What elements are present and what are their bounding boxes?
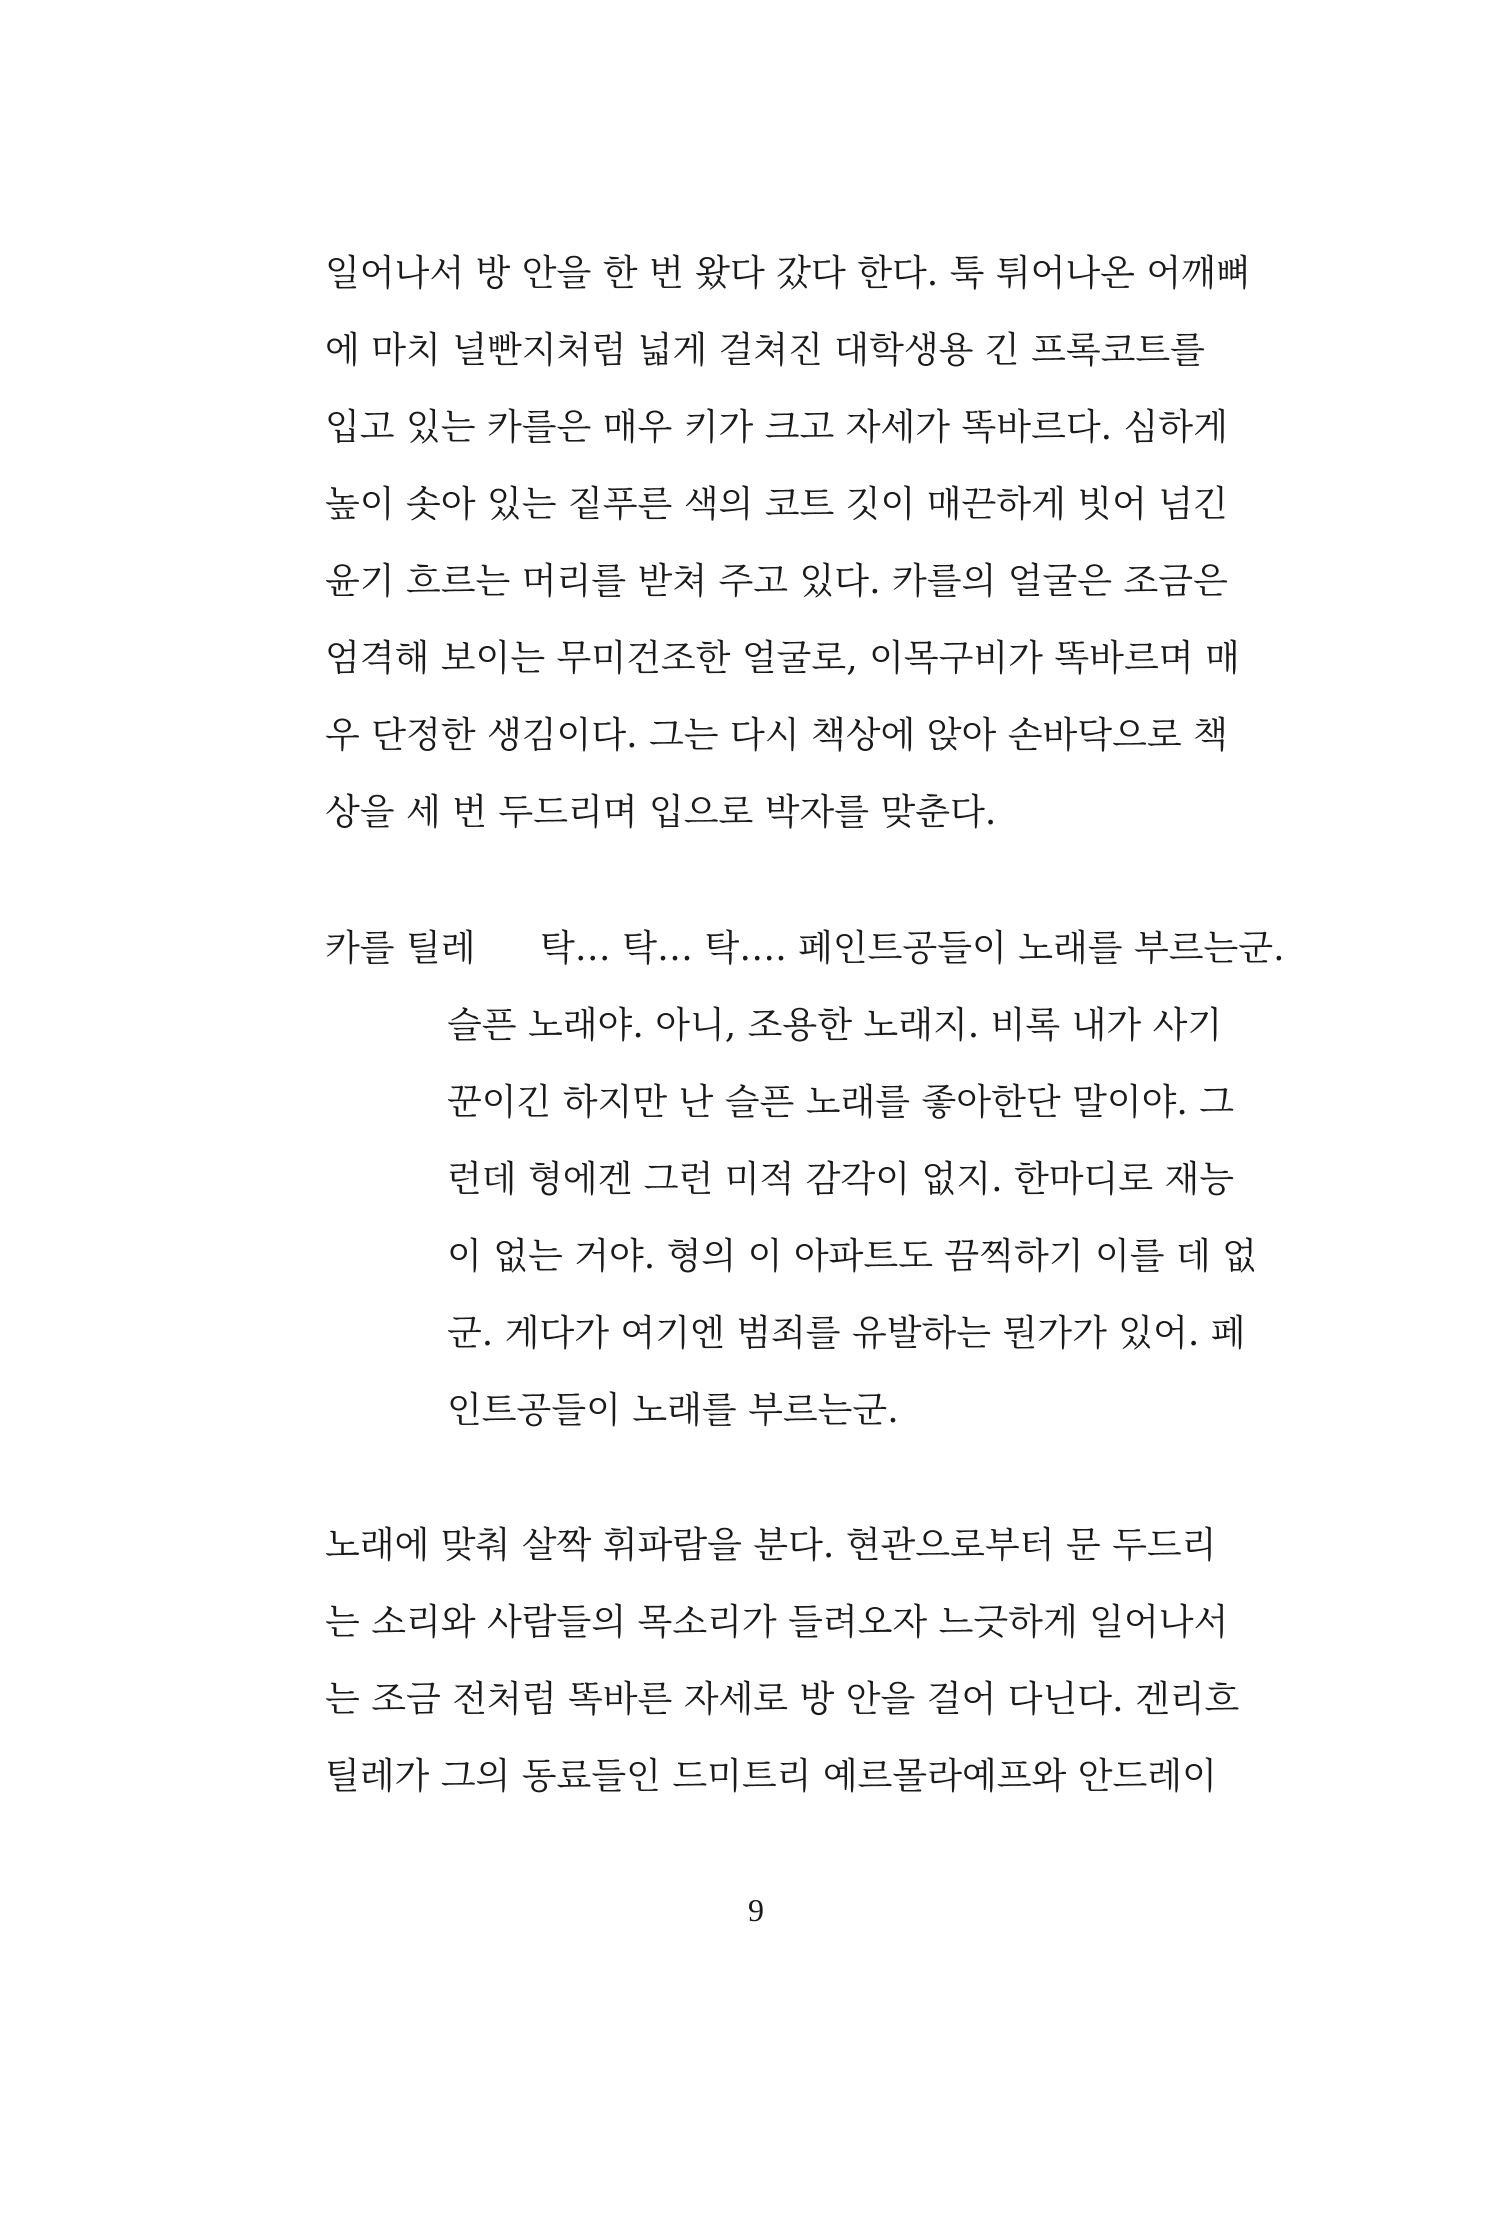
text-line: 엄격해 보이는 무미건조한 얼굴로, 이목구비가 똑바르며 매	[325, 638, 1240, 679]
dialogue-line: 런데 형에겐 그런 미적 감각이 없지. 한마디로 재능	[447, 1159, 1235, 1200]
dialogue-line: 인트공들이 노래를 부르는군.	[447, 1390, 899, 1431]
text-line: 틸레가 그의 동료들인 드미트리 예르몰라예프와 안드레이	[325, 1756, 1217, 1797]
speaker-name: 카를 틸레	[325, 928, 476, 969]
dialogue-line: 꾼이긴 하지만 난 슬픈 노래를 좋아한단 말이야. 그	[447, 1082, 1235, 1123]
text-line: 상을 세 번 두드리며 입으로 박자를 맞춘다.	[325, 792, 997, 833]
text-line: 노래에 맞춰 살짝 휘파람을 분다. 현관으로부터 문 두드리	[325, 1525, 1217, 1566]
text-line: 입고 있는 카를은 매우 키가 크고 자세가 똑바르다. 심하게	[325, 407, 1228, 448]
text-line: 는 조금 전처럼 똑바른 자세로 방 안을 걸어 다닌다. 겐리흐	[325, 1679, 1240, 1720]
text-line: 우 단정한 생김이다. 그는 다시 책상에 앉아 손바닥으로 책	[325, 715, 1228, 756]
dialogue-first-line: 탁… 탁… 탁…. 페인트공들이 노래를 부르는군.	[540, 928, 1285, 969]
text-line: 에 마치 널빤지처럼 넓게 걸쳐진 대학생용 긴 프록코트를	[325, 330, 1205, 371]
page-number: 9	[748, 1892, 764, 1928]
dialogue-line: 군. 게다가 여기엔 범죄를 유발하는 뭔가가 있어. 페	[447, 1313, 1246, 1354]
dialogue-line: 슬픈 노래야. 아니, 조용한 노래지. 비록 내가 사기	[447, 1005, 1223, 1046]
text-line: 는 소리와 사람들의 목소리가 들려오자 느긋하게 일어나서	[325, 1602, 1229, 1643]
text-line: 윤기 흐르는 머리를 받쳐 주고 있다. 카를의 얼굴은 조금은	[325, 561, 1228, 602]
text-line: 높이 솟아 있는 짙푸른 색의 코트 깃이 매끈하게 빗어 넘긴	[325, 484, 1228, 525]
dialogue-line: 이 없는 거야. 형의 이 아파트도 끔찍하기 이를 데 없	[447, 1236, 1257, 1277]
text-line: 일어나서 방 안을 한 번 왔다 갔다 한다. 툭 튀어나온 어깨뼈	[325, 253, 1251, 294]
